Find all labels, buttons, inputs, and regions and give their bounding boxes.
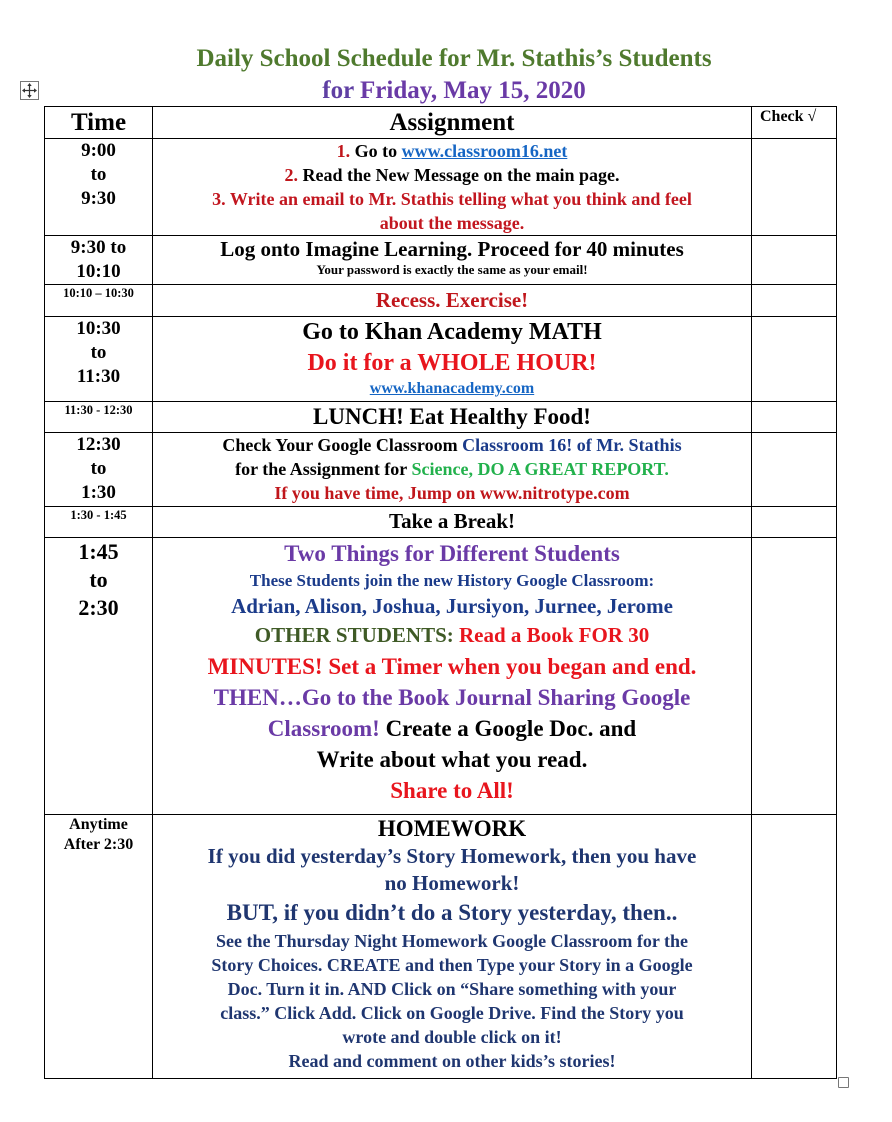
assignment-line: See the Thursday Night Homework Google Classroom for the — [216, 931, 688, 951]
table-row — [45, 236, 837, 285]
time-end: 1:30 — [81, 482, 116, 503]
assignment-line: wrote and double click on it! — [342, 1027, 562, 1047]
table-row — [45, 433, 837, 507]
assignment-cell: Take a Break! — [153, 507, 752, 538]
check-cell[interactable] — [752, 139, 837, 236]
assignment-line: 3. Write an email to Mr. Stathis telling what you think and feel — [212, 189, 692, 209]
item-text: Read the New Message on the main page. — [298, 165, 620, 185]
time-header: Time — [45, 107, 153, 139]
time-end: 11:30 — [76, 366, 121, 387]
classroom-name: Classroom 16! of Mr. Stathis — [462, 435, 682, 455]
time-start: 12:30 — [76, 434, 121, 455]
assignment-cell — [153, 538, 752, 815]
header-row — [45, 107, 837, 139]
time-to: to — [90, 164, 107, 185]
assignment-line: class.” Click Add. Click on Google Drive. Find the Story you — [220, 1003, 684, 1023]
assignment-line: Write about what you read. — [316, 747, 588, 772]
assignment-line: Go to Khan Academy MATH — [302, 319, 602, 345]
check-cell[interactable] — [752, 815, 837, 1079]
assignment-line — [155, 433, 749, 457]
assignment-header: Assignment — [153, 107, 752, 139]
assignment-line — [155, 139, 749, 163]
assignment-cell — [153, 815, 752, 1079]
assignment-cell — [153, 139, 752, 236]
classroom16-link[interactable]: www.classroom16.net — [401, 141, 568, 161]
assignment-line: Read and comment on other kids’s stories! — [288, 1051, 616, 1071]
assignment-line: no Homework! — [384, 871, 520, 895]
time-cell: 10:10 – 10:30 — [45, 285, 153, 317]
assignment-line — [155, 713, 749, 744]
assignment-line: If you did yesterday’s Story Homework, then you have — [207, 844, 697, 868]
student-names: Adrian, Alison, Joshua, Jursiyon, Jurnee, Jerome — [231, 594, 673, 618]
assignment-line — [155, 620, 749, 651]
read-book-text: Read a Book FOR 30 — [459, 623, 650, 647]
time-start: 1:45 — [78, 539, 119, 564]
check-cell[interactable] — [752, 402, 837, 433]
time-start: 9:00 — [81, 140, 116, 161]
time-cell — [45, 815, 153, 1079]
item-text: Go to — [350, 141, 402, 161]
time-cell: 1:30 - 1:45 — [45, 507, 153, 538]
time-end: After 2:30 — [63, 836, 134, 853]
date-prefix: for — [322, 77, 361, 104]
assignment-heading: Two Things for Different Students — [284, 541, 620, 566]
assignment-note: Your password is exactly the same as your email! — [316, 262, 588, 277]
assignment-line: BUT, if you didn’t do a Story yesterday, then.. — [226, 900, 678, 925]
table-move-handle[interactable] — [20, 81, 39, 100]
check-cell[interactable] — [752, 317, 837, 402]
khanacademy-link[interactable]: www.khanacademy.com — [369, 380, 535, 397]
check-cell[interactable] — [752, 507, 837, 538]
assignment-line: Do it for a WHOLE HOUR! — [307, 350, 597, 376]
assignment-for-text: for the Assignment for — [235, 459, 412, 479]
check-cell[interactable] — [752, 433, 837, 507]
time-cell — [45, 538, 153, 815]
assignment-line: Share to All! — [390, 778, 514, 803]
other-students-label: OTHER STUDENTS: — [254, 623, 460, 647]
check-header: Check √ — [752, 107, 837, 139]
check-cell[interactable] — [752, 236, 837, 285]
time-cell — [45, 236, 153, 285]
assignment-line — [155, 457, 749, 481]
science-report-text: Science, DO A GREAT REPORT. — [411, 459, 669, 479]
check-cell[interactable] — [752, 538, 837, 815]
schedule-date: Friday, May 15, 2020 — [360, 77, 586, 104]
time-cell: 11:30 - 12:30 — [45, 402, 153, 433]
classroom-text: Classroom! — [267, 716, 386, 741]
assignment-line: THEN…Go to the Book Journal Sharing Google — [213, 685, 691, 710]
item-number: 2. — [284, 165, 299, 185]
time-cell — [45, 433, 153, 507]
assignment-heading: HOMEWORK — [377, 816, 527, 841]
time-to: to — [89, 567, 108, 592]
schedule-date-line — [8, 77, 892, 105]
table-row — [45, 507, 837, 538]
time-end: 2:30 — [78, 595, 119, 620]
assignment-line: Story Choices. CREATE and then Type your Story in a Google — [211, 955, 693, 975]
time-end: 10:10 — [76, 261, 121, 282]
time-to: to — [90, 458, 107, 479]
table-row — [45, 139, 837, 236]
table-row — [45, 285, 837, 317]
assignment-line: MINUTES! Set a Timer when you began and end. — [207, 654, 697, 679]
move-arrows-icon — [21, 82, 38, 99]
table-row — [45, 815, 837, 1079]
check-cell[interactable] — [752, 285, 837, 317]
table-row — [45, 538, 837, 815]
assignment-line — [155, 163, 749, 187]
assignment-note: These Students join the new History Google Classroom: — [249, 571, 655, 590]
time-start: 10:30 — [76, 318, 121, 339]
assignment-line: If you have time, Jump on www.nitrotype.com — [274, 483, 630, 503]
time-end: 9:30 — [81, 188, 116, 209]
time-start: Anytime — [69, 816, 128, 833]
assignment-cell: Recess. Exercise! — [153, 285, 752, 317]
time-cell — [45, 139, 153, 236]
check-classroom-text: Check Your Google Classroom — [222, 435, 463, 455]
item-number: 1. — [336, 141, 351, 161]
schedule-table — [44, 106, 837, 1079]
resize-handle-icon[interactable] — [838, 1077, 849, 1088]
assignment-line: Log onto Imagine Learning. Proceed for 40 minutes — [220, 237, 684, 261]
time-cell — [45, 317, 153, 402]
time-to: to — [90, 342, 107, 363]
schedule-title: Daily School Schedule for Mr. Stathis’s Students — [196, 45, 712, 72]
assignment-cell — [153, 236, 752, 285]
assignment-cell: LUNCH! Eat Healthy Food! — [153, 402, 752, 433]
assignment-cell — [153, 433, 752, 507]
table-row — [45, 402, 837, 433]
assignment-line: Doc. Turn it in. AND Click on “Share something with your — [227, 979, 677, 999]
assignment-line: about the message. — [379, 213, 525, 233]
table-row — [45, 317, 837, 402]
time-start: 9:30 to — [70, 237, 127, 258]
assignment-cell — [153, 317, 752, 402]
create-doc-text: Create a Google Doc. and — [385, 716, 637, 741]
